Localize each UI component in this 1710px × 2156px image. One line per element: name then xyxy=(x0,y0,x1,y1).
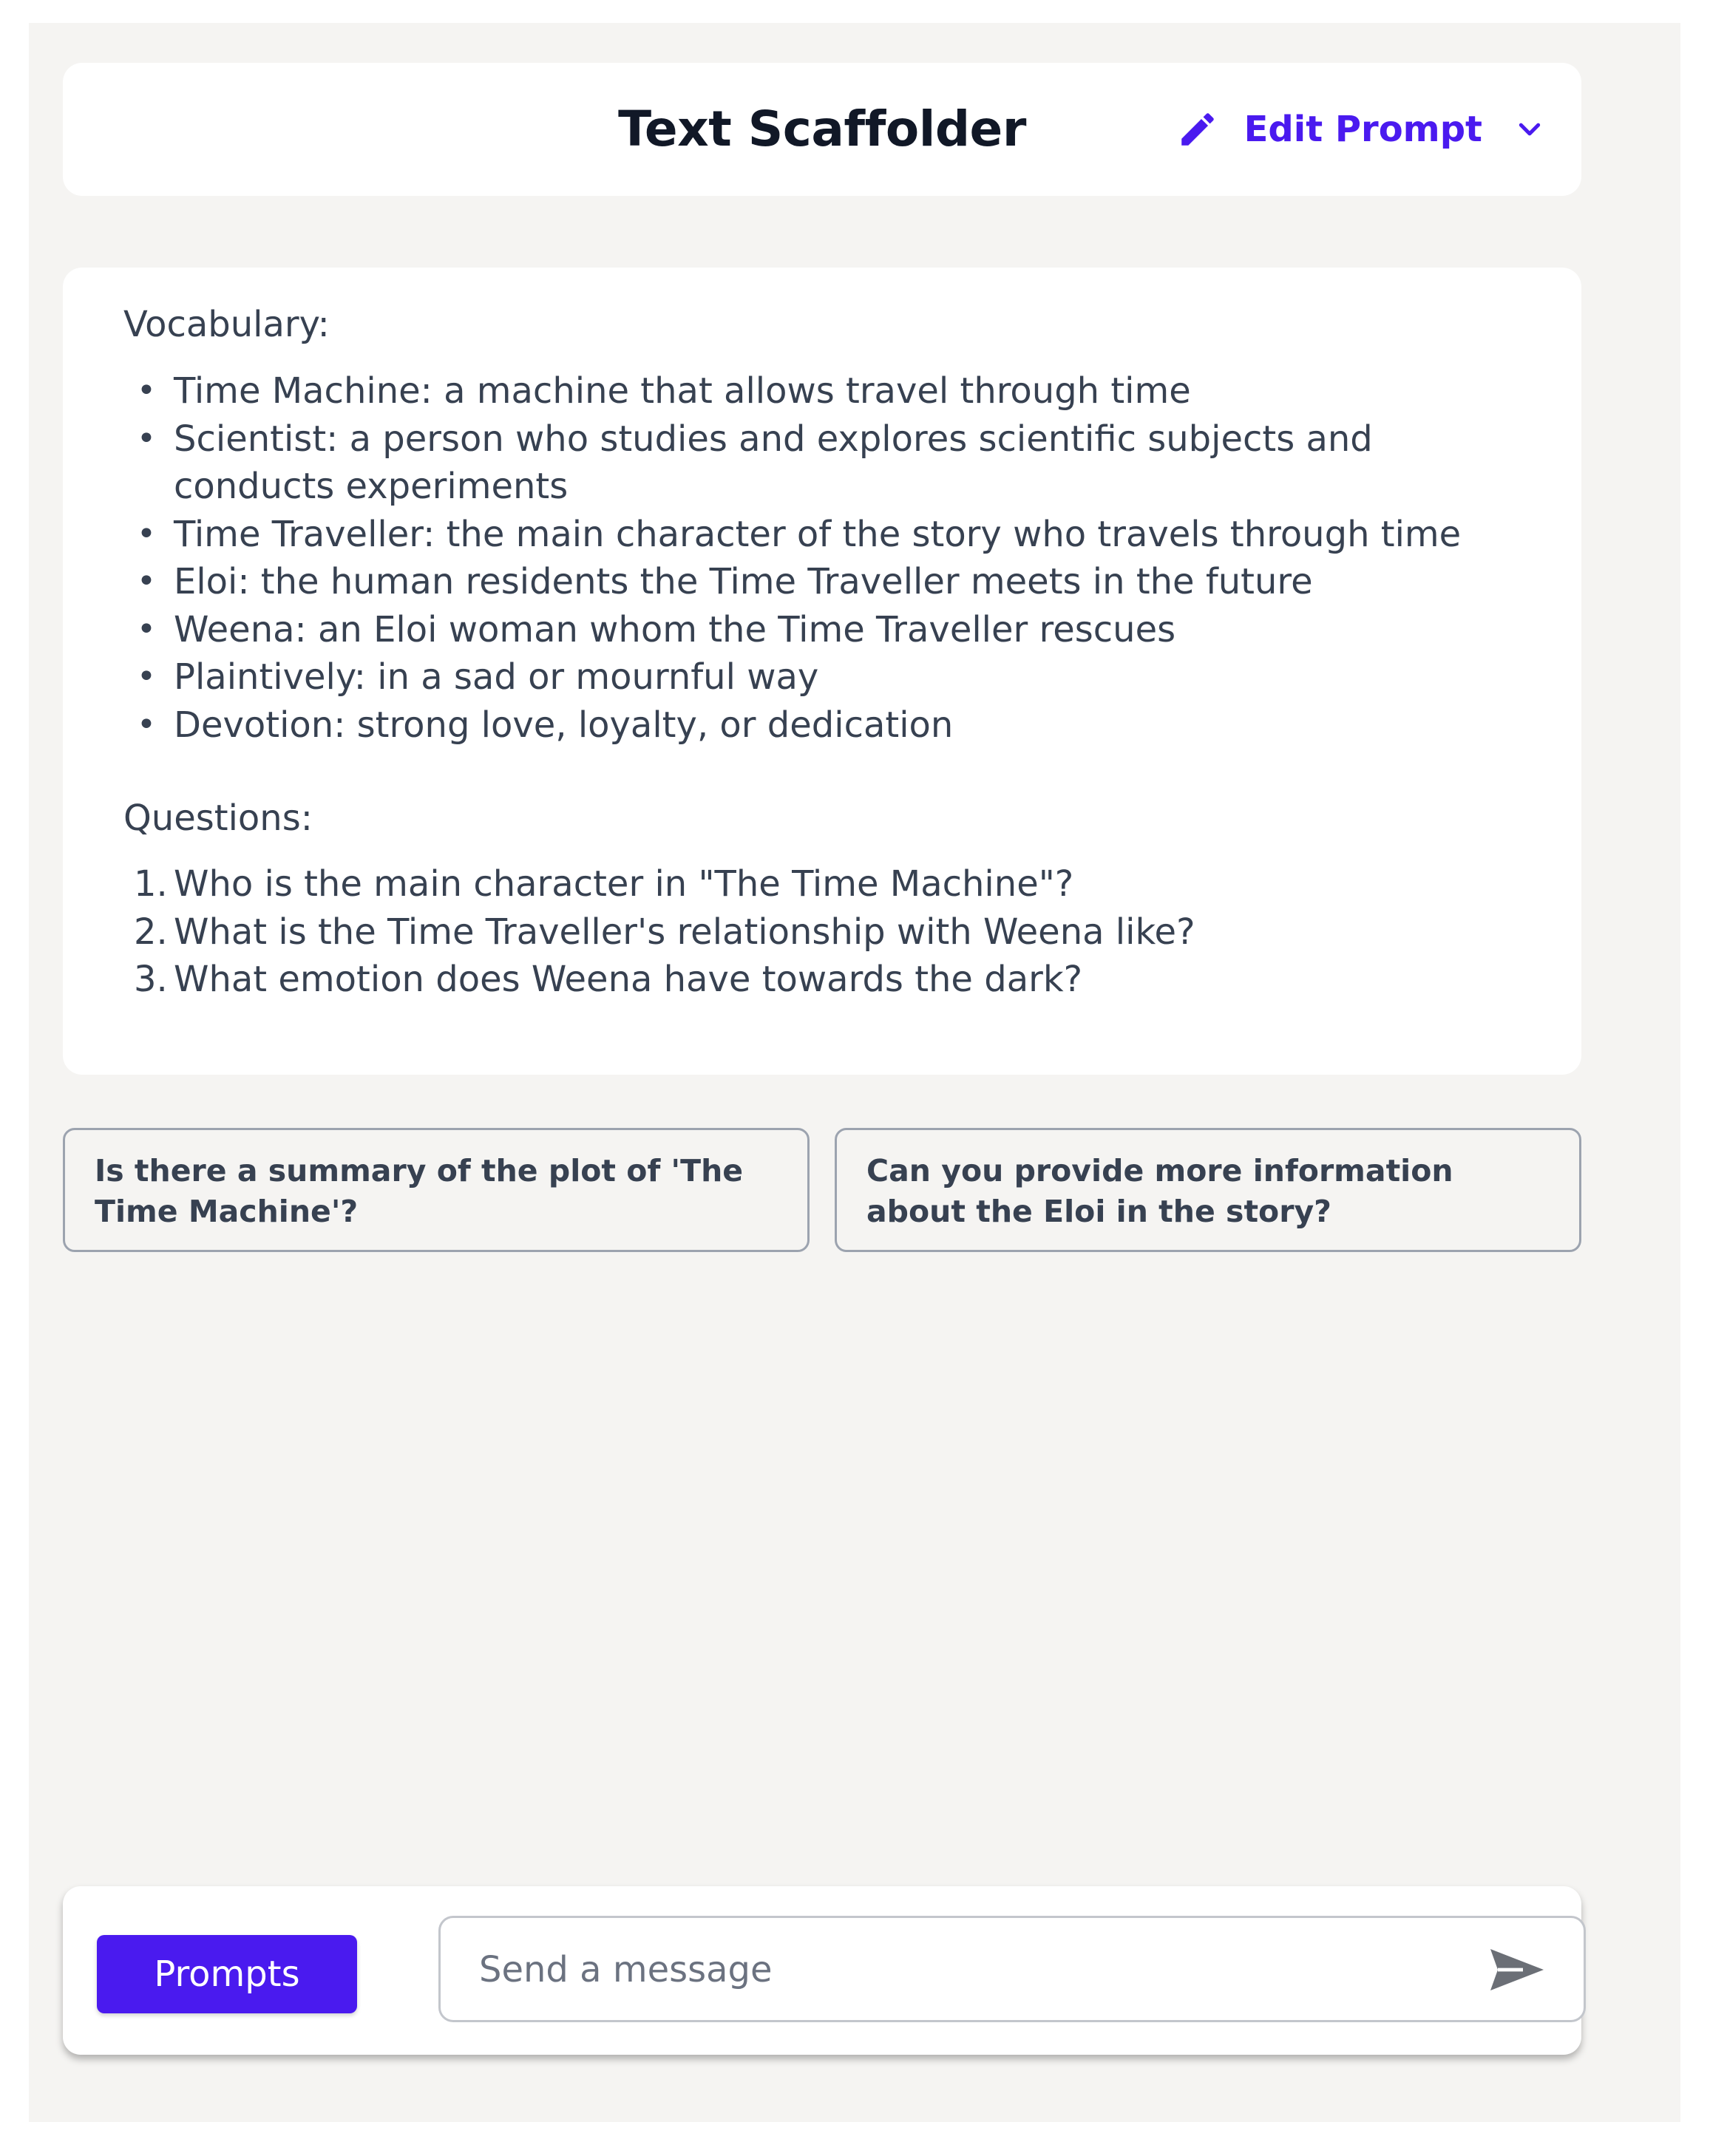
message-composer xyxy=(63,1886,1581,2055)
message-input[interactable] xyxy=(478,1918,1464,2021)
list-item xyxy=(123,956,1528,1004)
edit-prompt-button[interactable] xyxy=(1176,63,1544,196)
list-item xyxy=(123,415,1528,511)
page-title: Text Scaffolder xyxy=(618,101,1026,157)
list-item xyxy=(123,558,1528,606)
bullet: • xyxy=(137,514,156,553)
prompts-button[interactable]: Prompts xyxy=(97,1935,357,2013)
vocabulary-item: Time Traveller: the main character of the story who travels through time xyxy=(174,513,1462,555)
bullet: • xyxy=(137,705,156,744)
chevron-down-icon[interactable] xyxy=(1515,115,1544,144)
question-item: What is the Time Traveller's relationship with Weena like? xyxy=(174,911,1195,953)
vocabulary-item: Plaintively: in a sad or mournful way xyxy=(174,656,819,698)
bullet: • xyxy=(137,610,156,648)
pencil-icon xyxy=(1176,108,1219,151)
vocabulary-item: Weena: an Eloi woman whom the Time Traveller rescues xyxy=(174,608,1176,650)
questions-list xyxy=(123,860,1528,1004)
list-item xyxy=(123,653,1528,701)
suggestion-button-eloi-info[interactable]: Can you provide more information about the Eloi in the story? xyxy=(835,1128,1581,1252)
list-item xyxy=(123,908,1528,956)
bullet: • xyxy=(137,372,156,409)
app-frame xyxy=(29,23,1680,2122)
list-item xyxy=(123,367,1528,415)
send-icon[interactable] xyxy=(1487,1946,1547,1993)
vocabulary-item: Scientist: a person who studies and explores scientific subjects and conducts experiments xyxy=(174,418,1373,507)
list-number: 1. xyxy=(134,863,168,905)
response-card xyxy=(63,268,1581,1075)
vocabulary-list xyxy=(123,367,1528,749)
list-item xyxy=(123,511,1528,559)
question-item: What emotion does Weena have towards the dark? xyxy=(174,959,1083,1000)
list-item xyxy=(123,701,1528,749)
question-item: Who is the main character in "The Time Machine"? xyxy=(174,863,1074,905)
suggestion-button-plot-summary[interactable]: Is there a summary of the plot of 'The Time Machine'? xyxy=(63,1128,810,1252)
message-input-box[interactable] xyxy=(438,1916,1586,2022)
header-bar xyxy=(63,63,1581,196)
vocabulary-item: Eloi: the human residents the Time Traveller meets in the future xyxy=(174,561,1313,602)
vocabulary-heading: Vocabulary: xyxy=(123,304,330,345)
bullet: • xyxy=(137,658,156,696)
list-number: 2. xyxy=(134,911,168,953)
list-item xyxy=(123,606,1528,654)
vocabulary-item: Time Machine: a machine that allows travel through time xyxy=(174,370,1191,412)
questions-heading: Questions: xyxy=(123,798,313,839)
bullet: • xyxy=(137,562,156,600)
vocabulary-item: Devotion: strong love, loyalty, or dedication xyxy=(174,704,954,746)
list-item xyxy=(123,860,1528,908)
list-number: 3. xyxy=(134,959,168,1000)
bullet: • xyxy=(137,419,156,458)
edit-prompt-label: Edit Prompt xyxy=(1244,109,1482,150)
